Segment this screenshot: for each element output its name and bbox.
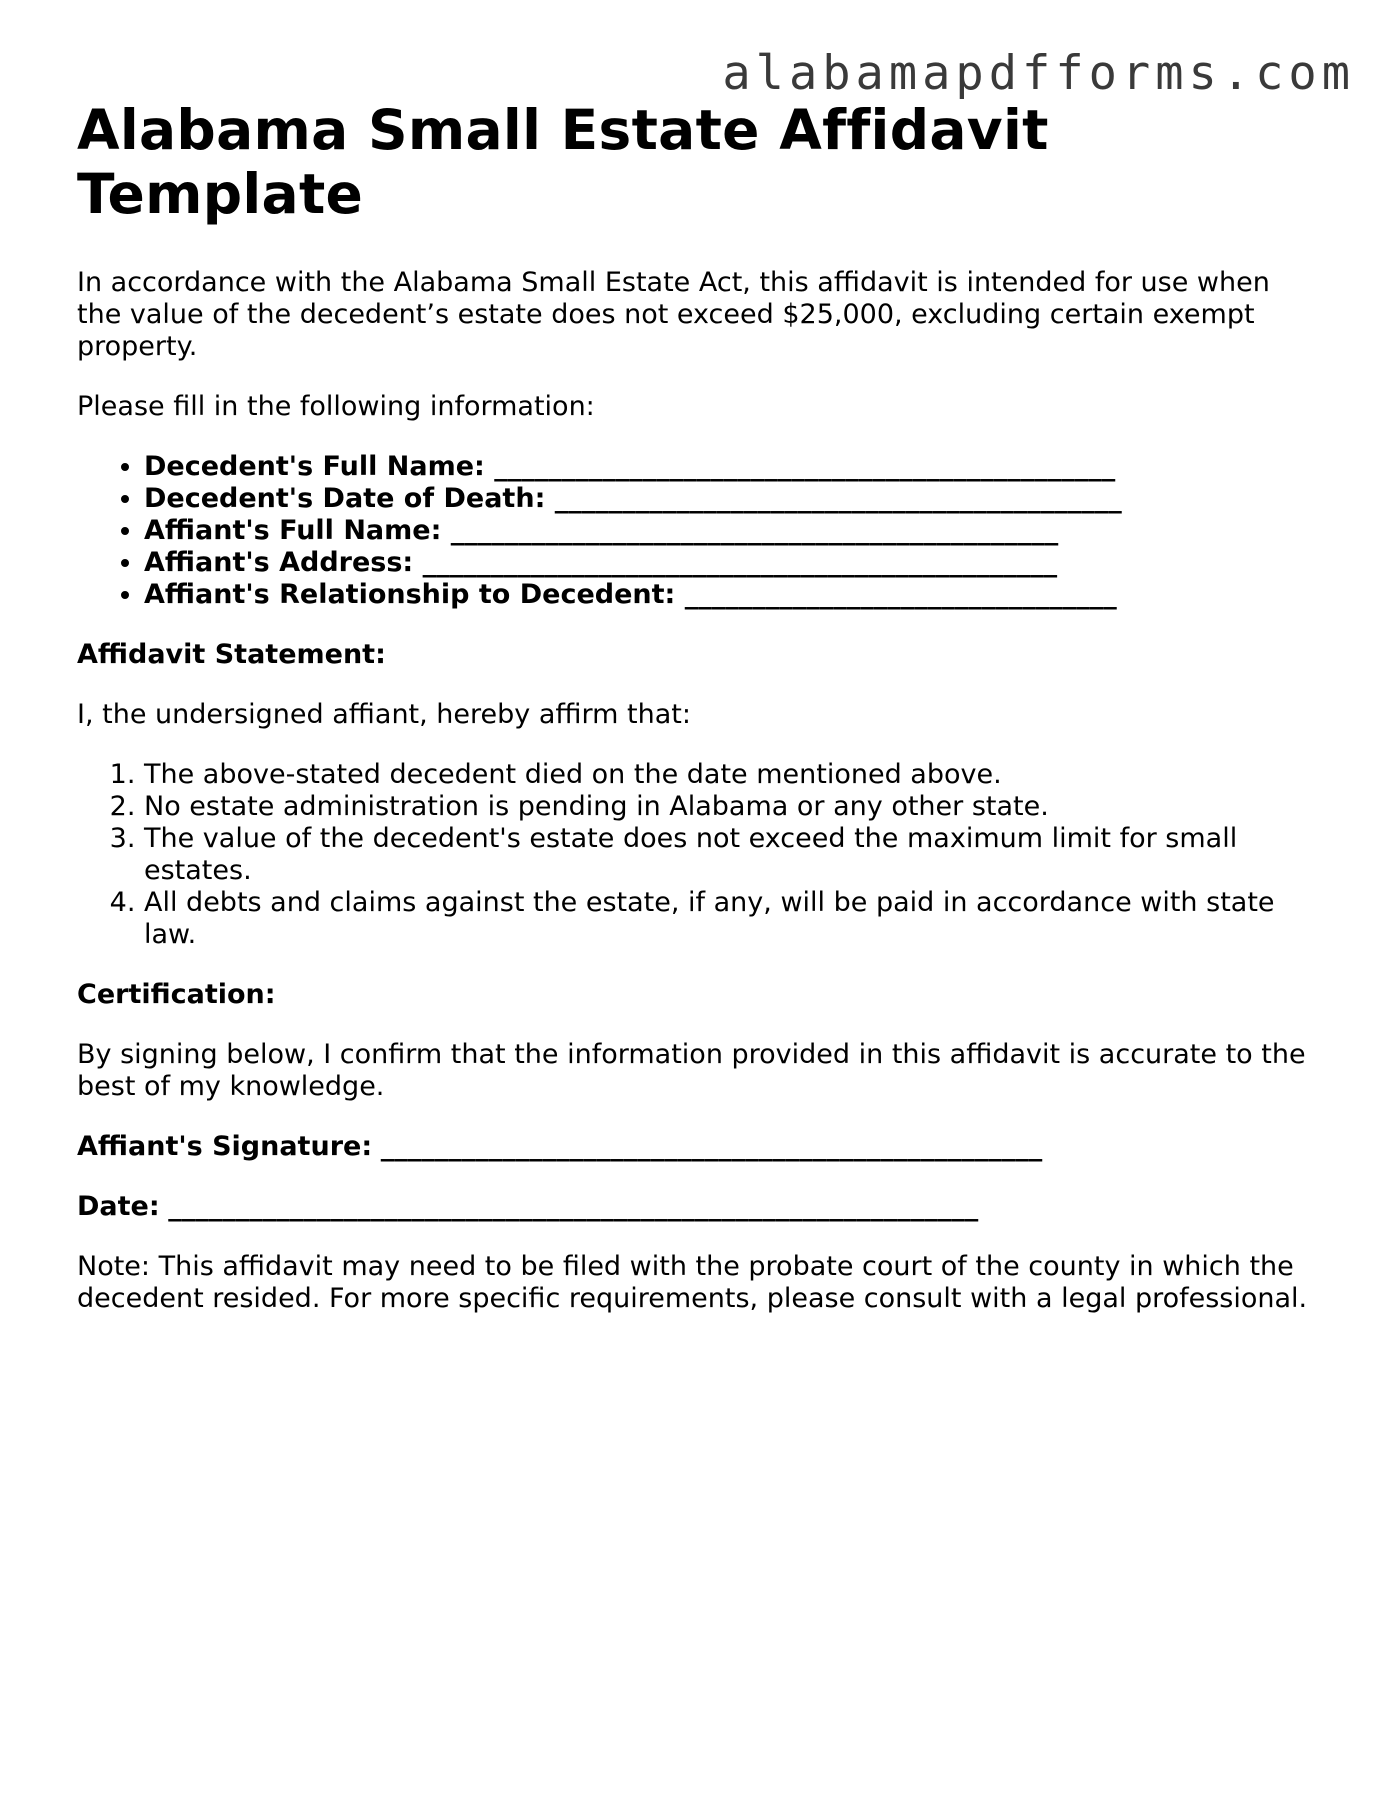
signature-line <box>77 1131 1322 1163</box>
field-label: Decedent's Date of Death: <box>144 483 546 514</box>
date-blank[interactable]: ____________________________________________________________ <box>168 1191 979 1222</box>
info-fields-list <box>77 451 1322 611</box>
list-item: 4. All debts and claims against the estate, if any, will be paid in accordance with state law. <box>144 887 1322 951</box>
field-decedent-name <box>144 451 1322 483</box>
list-item: 3. The value of the decedent's estate does not exceed the maximum limit for small estates. <box>144 823 1322 887</box>
intro-paragraph: In accordance with the Alabama Small Estate Act, this affidavit is intended for use when the value of the decedent’s estate does not exceed $25,000, excluding certain exempt property. <box>77 267 1270 362</box>
affiant-address-blank[interactable]: _______________________________________________ <box>422 547 1058 578</box>
field-date-of-death <box>144 483 1322 515</box>
signature-blank[interactable]: _________________________________________________ <box>380 1131 1043 1162</box>
certification-text: By signing below, I confirm that the information provided in this affidavit is accurate to the best of my knowledge. <box>77 1039 1306 1102</box>
field-label: Affiant's Relationship to Decedent: <box>144 579 676 610</box>
date-line <box>77 1191 1322 1223</box>
page-title: Alabama Small Estate Affidavit Template <box>77 98 1049 226</box>
certification-heading: Certification: <box>77 979 276 1010</box>
field-label: Affiant's Address: <box>144 547 414 578</box>
document-body <box>77 98 1322 1315</box>
affiant-relationship-blank[interactable]: ________________________________ <box>684 579 1117 610</box>
note-paragraph: Note: This affidavit may need to be filed with the probate court of the county in which the decedent resided. For more specific requirements, please consult with a legal professional. <box>77 1251 1308 1314</box>
affidavit-statement-heading: Affidavit Statement: <box>77 639 386 670</box>
date-label: Date: <box>77 1191 160 1222</box>
field-label: Decedent's Full Name: <box>144 451 485 482</box>
affirm-intro-text: I, the undersigned affiant, hereby affirm that: <box>77 699 691 730</box>
field-label: Affiant's Full Name: <box>144 515 442 546</box>
list-item: 1. The above-stated decedent died on the date mentioned above. <box>144 759 1322 791</box>
affiant-name-blank[interactable]: _____________________________________________ <box>450 515 1059 546</box>
field-affiant-name <box>144 515 1322 547</box>
signature-label: Affiant's Signature: <box>77 1131 373 1162</box>
instructions-text: Please fill in the following information: <box>77 391 595 422</box>
field-affiant-address <box>144 547 1322 579</box>
list-item: 2. No estate administration is pending in Alabama or any other state. <box>144 791 1322 823</box>
decedent-name-blank[interactable]: ______________________________________________ <box>494 451 1116 482</box>
field-affiant-relationship <box>144 579 1322 611</box>
site-watermark: alabamapdfforms.com <box>722 46 1355 101</box>
date-of-death-blank[interactable]: __________________________________________ <box>554 483 1122 514</box>
affirmation-list <box>77 759 1322 951</box>
